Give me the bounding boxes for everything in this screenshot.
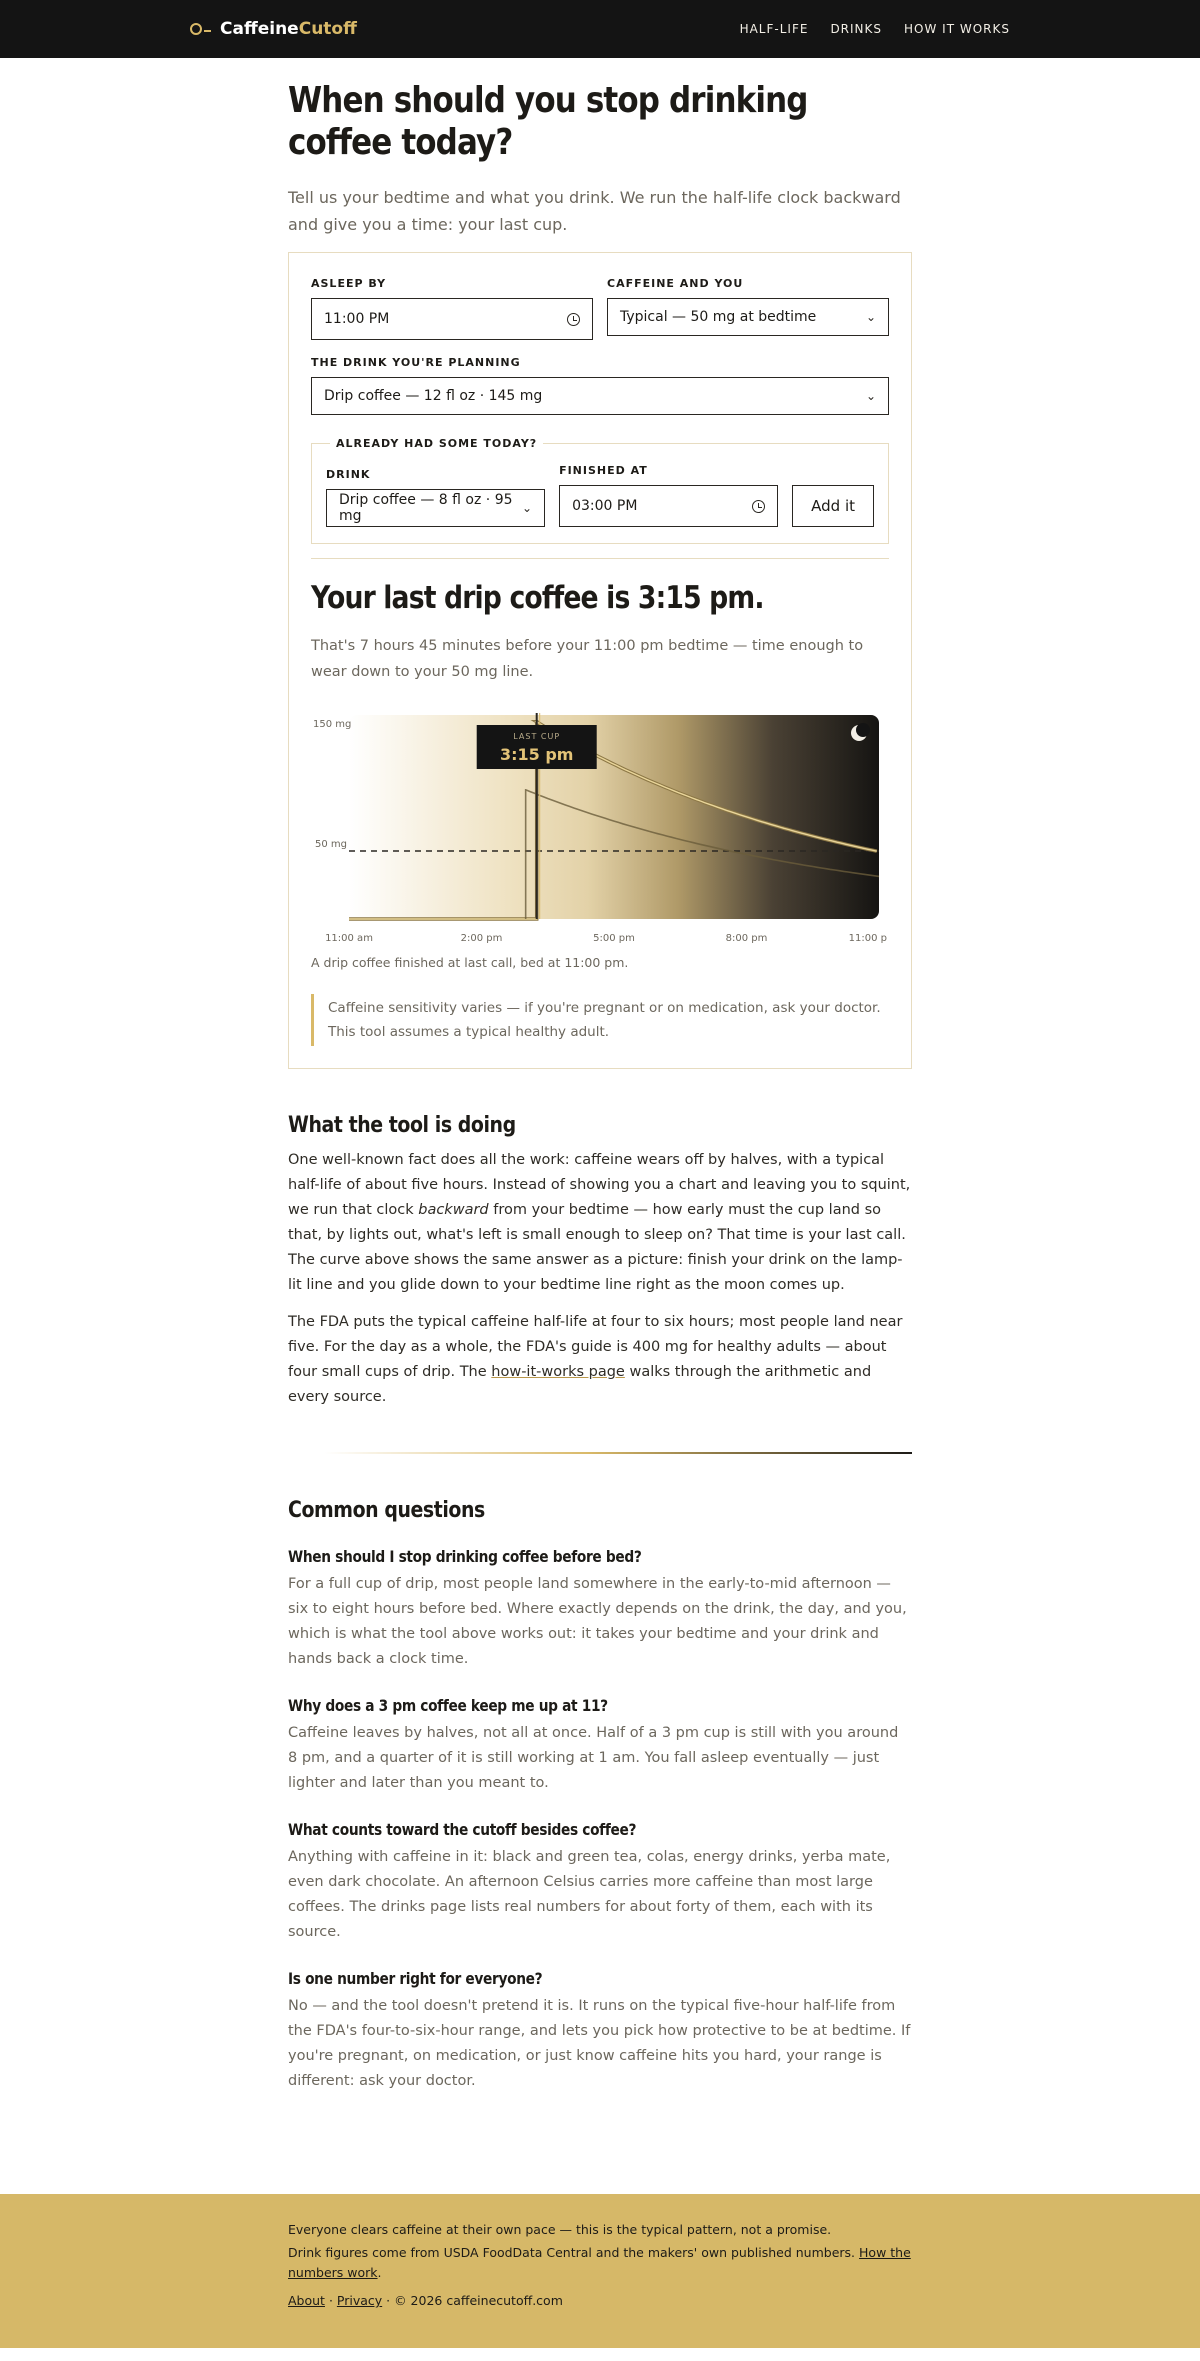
section-divider bbox=[324, 1452, 912, 1454]
chevron-down-icon: ⌄ bbox=[865, 310, 876, 324]
already-drink-label: DRINK bbox=[326, 468, 371, 481]
footer-disclaimer: Everyone clears caffeine at their own pace — this is the typical pattern, not a promise. bbox=[288, 2222, 832, 2237]
bedtime-input[interactable] bbox=[311, 298, 593, 340]
chart-caption: A drip coffee finished at last call, bed at 11:00 pm. bbox=[311, 955, 629, 970]
planned-drink-value: Drip coffee — 12 fl oz · 145 mg bbox=[324, 388, 543, 404]
footer-links bbox=[288, 2291, 912, 2311]
faq-title: Common questions bbox=[288, 1498, 485, 1523]
main-content bbox=[288, 80, 912, 2094]
faq-question: Why does a 3 pm coffee keep me up at 11? bbox=[288, 1696, 608, 1715]
footer-copyright: · © 2026 caffeinecutoff.com bbox=[382, 2293, 563, 2308]
page-title: When should you stop drinking coffee today? bbox=[288, 80, 808, 163]
about-paragraph-2 bbox=[288, 1310, 912, 1410]
faq-section bbox=[288, 1498, 912, 2094]
coffee-cup-icon bbox=[190, 22, 212, 36]
x-tick-label: 2:00 pm bbox=[460, 933, 503, 944]
nav-link-how-it-works[interactable]: HOW IT WORKS bbox=[904, 22, 1010, 36]
caffeine-chart-svg bbox=[311, 709, 889, 945]
sensitivity-select[interactable] bbox=[607, 298, 889, 336]
add-drink-button[interactable]: Add it bbox=[792, 485, 874, 527]
sensitivity-value: Typical — 50 mg at bedtime bbox=[620, 309, 817, 325]
faq-item bbox=[288, 1969, 912, 2094]
x-tick-label: 11:00 am bbox=[325, 933, 373, 944]
asleep-by-label: ASLEEP BY bbox=[311, 277, 387, 290]
site-footer bbox=[0, 2194, 1200, 2348]
faq-question: Is one number right for everyone? bbox=[288, 1969, 543, 1988]
moon-icon-shadow bbox=[856, 723, 870, 737]
about-p2-text-a: The FDA puts the typical caffeine half-life at four to six hours; most people land near five. For the day as a whole, the FDA's guide is 400 mg for healthy adults — about four small cups of drip. The bbox=[288, 1314, 903, 1380]
brand-name-part-2: Cutoff bbox=[298, 19, 357, 39]
faq-answer: Caffeine leaves by halves, not all at once. Half of a 3 pm cup is still with you around 8 pm, and a quarter of it is still working at 1 am. You fall asleep eventually — just lighter and later than you meant to. bbox=[288, 1725, 899, 1791]
footer-separator: · bbox=[324, 2293, 337, 2308]
x-tick-label: 11:00 p bbox=[848, 933, 887, 944]
footer-privacy-link[interactable]: Privacy bbox=[336, 2293, 383, 2308]
nav-link-drinks[interactable]: DRINKS bbox=[830, 22, 883, 36]
footer-sources-period: . bbox=[377, 2265, 382, 2280]
faq-item bbox=[288, 1696, 912, 1796]
about-p1-text-a: One well-known fact does all the work: caffeine wears off by halves, with a typical half-life of about five hours. Instead of showing you a chart and leaving you to squint, we run that clock bbox=[288, 1152, 911, 1218]
result-title: Your last drip coffee is 3:15 pm. bbox=[311, 580, 764, 616]
faq-question: When should I stop drinking coffee before bed? bbox=[288, 1547, 642, 1566]
faq-answer: Anything with caffeine in it: black and green tea, colas, energy drinks, yerba mate, even dark chocolate. An afternoon Celsius carries more caffeine than most large coffees. The drinks page lists real numbers for about forty of them, each with its source. bbox=[288, 1849, 891, 1940]
last-cup-tooltip-value: 3:15 pm bbox=[499, 745, 574, 764]
y-tick-label: 50 mg bbox=[315, 839, 347, 850]
about-section bbox=[288, 1113, 912, 1410]
sensitivity-note: Caffeine sensitivity varies — if you're pregnant or on medication, ask your doctor. This tool assumes a typical healthy adult. bbox=[311, 994, 889, 1046]
chevron-down-icon: ⌄ bbox=[522, 501, 533, 515]
x-tick-label: 5:00 pm bbox=[593, 933, 635, 944]
about-title: What the tool is doing bbox=[288, 1113, 516, 1138]
caffeine-chart bbox=[311, 709, 889, 945]
faq-question: What counts toward the cutoff besides coffee? bbox=[288, 1820, 637, 1839]
planned-drink-select[interactable] bbox=[311, 377, 889, 415]
about-p1-emphasis: backward bbox=[418, 1202, 489, 1218]
footer-sources-text: Drink figures come from USDA FoodData Central and the makers' own published numbers. bbox=[288, 2245, 860, 2260]
about-p1-text-b: from your bedtime — how early must the cup land so that, by lights out, what's left is small enough to sleep on? That time is your last call. The curve above shows the same answer as a picture: finish your drink on the lamp-lit line and you glide down to your bedtime line right as the moon comes up. bbox=[288, 1202, 906, 1293]
clock-icon[interactable] bbox=[567, 313, 580, 326]
about-p2-text-b: walks through the arithmetic and every source. bbox=[288, 1364, 872, 1405]
footer-sources bbox=[288, 2243, 912, 2283]
calculator-card bbox=[288, 252, 912, 1069]
chart-background bbox=[349, 715, 879, 919]
page-lede: Tell us your bedtime and what you drink. We run the half-life clock backward and give you a time: your last cup. bbox=[288, 188, 901, 234]
how-the-numbers-work-link[interactable]: How the numbers work bbox=[288, 2245, 911, 2280]
footer-about-link[interactable]: About bbox=[288, 2293, 325, 2308]
result-subtitle: That's 7 hours 45 minutes before your 11:00 pm bedtime — time enough to wear down to your 50 mg line. bbox=[311, 638, 864, 680]
finished-at-input[interactable] bbox=[559, 485, 778, 527]
main-nav bbox=[740, 22, 1010, 36]
clock-icon[interactable] bbox=[752, 500, 765, 513]
top-navigation-bar bbox=[0, 0, 1200, 58]
finished-at-value: 03:00 PM bbox=[572, 498, 638, 514]
y-tick-label: 150 mg bbox=[313, 719, 352, 730]
faq-answer: No — and the tool doesn't pretend it is. It runs on the typical five-hour half-life from the FDA's four-to-six-hour range, and lets you pick how protective to be at bedtime. If you're pregnant, on medication, or just know caffeine hits you hard, your range is different: ask your doctor. bbox=[288, 1998, 911, 2089]
nav-link-half-life[interactable]: HALF-LIFE bbox=[739, 22, 809, 36]
faq-item bbox=[288, 1820, 912, 1945]
planned-drink-label: THE DRINK YOU'RE PLANNING bbox=[311, 356, 521, 369]
bedtime-value: 11:00 PM bbox=[324, 311, 390, 327]
already-had-legend: ALREADY HAD SOME TODAY? bbox=[336, 437, 538, 450]
about-paragraph-1 bbox=[288, 1148, 912, 1298]
chevron-down-icon: ⌄ bbox=[865, 389, 876, 403]
x-tick-label: 8:00 pm bbox=[725, 933, 768, 944]
faq-answer: For a full cup of drip, most people land somewhere in the early-to-mid afternoon — six to eight hours before bed. Where exactly depends on the drink, the day, and you, which is what the tool above works out: it takes your bedtime and your drink and hands back a clock time. bbox=[288, 1576, 907, 1667]
divider bbox=[311, 558, 889, 559]
already-drink-value: Drip coffee — 8 fl oz · 95 mg bbox=[339, 492, 513, 524]
caffeine-and-you-label: CAFFEINE AND YOU bbox=[607, 277, 744, 290]
already-had-fieldset bbox=[311, 437, 889, 544]
how-it-works-link[interactable]: how-it-works page bbox=[491, 1364, 625, 1380]
brand-logo-link[interactable] bbox=[190, 19, 357, 39]
already-drink-select[interactable] bbox=[326, 489, 545, 527]
brand-name-part-1: Caffeine bbox=[220, 19, 299, 39]
last-cup-tooltip-label: LAST CUP bbox=[513, 732, 561, 741]
finished-at-label: FINISHED AT bbox=[559, 464, 648, 477]
faq-item bbox=[288, 1547, 912, 1672]
